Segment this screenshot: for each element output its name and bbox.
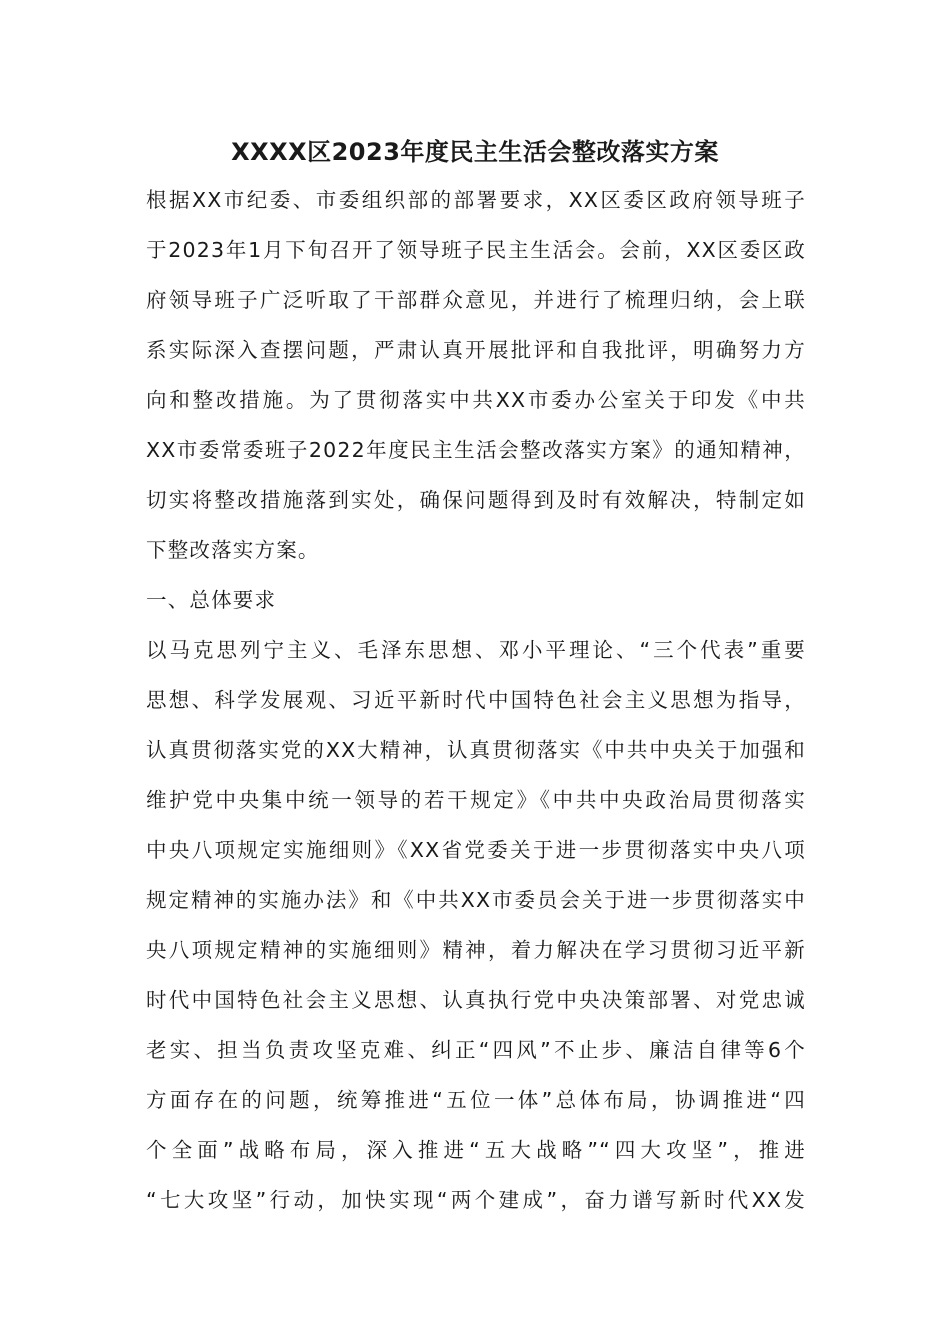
section1-line-8: 时代中国特色社会主义思想、认真执行党中央决策部署、对党忠诚	[146, 988, 806, 1012]
intro-line-2: 于2023年1月下旬召开了领导班子民主生活会。会前，XX区委区政	[146, 238, 806, 262]
section1-line-7: 央八项规定精神的实施细则》精神，着力解决在学习贯彻习近平新	[146, 938, 806, 962]
intro-line-5: 向和整改措施。为了贯彻落实中共XX市委办公室关于印发《中共	[146, 388, 806, 412]
section1-line-12: “七大攻坚”行动，加快实现“两个建成”，奋力谱写新时代XX发	[146, 1188, 806, 1212]
section1-line-2: 思想、科学发展观、习近平新时代中国特色社会主义思想为指导，	[146, 688, 806, 712]
section1-line-6: 规定精神的实施办法》和《中共XX市委员会关于进一步贯彻落实中	[146, 888, 806, 912]
section1-line-9: 老实、担当负责攻坚克难、纠正“四风”不止步、廉洁自律等6个	[146, 1038, 806, 1062]
section1-line-5: 中央八项规定实施细则》《XX省党委关于进一步贯彻落实中央八项	[146, 838, 806, 862]
section1-line-11: 个全面”战略布局，深入推进“五大战略”“四大攻坚”，推进	[146, 1138, 806, 1162]
intro-line-8: 下整改落实方案。	[146, 538, 320, 562]
intro-line-1: 根据XX市纪委、市委组织部的部署要求，XX区委区政府领导班子	[146, 188, 806, 212]
section1-line-3: 认真贯彻落实党的XX大精神，认真贯彻落实《中共中央关于加强和	[146, 738, 806, 762]
intro-line-6: XX市委常委班子2022年度民主生活会整改落实方案》的通知精神，	[146, 438, 806, 462]
section1-line-1: 以马克思列宁主义、毛泽东思想、邓小平理论、“三个代表”重要	[146, 638, 806, 662]
section-heading: 一、总体要求	[146, 588, 277, 612]
intro-line-7: 切实将整改措施落到实处，确保问题得到及时有效解决，特制定如	[146, 488, 806, 512]
section1-line-10: 方面存在的问题，统筹推进“五位一体”总体布局，协调推进“四	[146, 1088, 806, 1112]
intro-line-3: 府领导班子广泛听取了干部群众意见，并进行了梳理归纳，会上联	[146, 288, 806, 312]
intro-line-4: 系实际深入查摆问题，严肃认真开展批评和自我批评，明确努力方	[146, 338, 806, 362]
section1-line-4: 维护党中央集中统一领导的若干规定》《中共中央政治局贯彻落实	[146, 788, 806, 812]
document-title: XXXX区2023年度民主生活会整改落实方案	[231, 138, 719, 166]
